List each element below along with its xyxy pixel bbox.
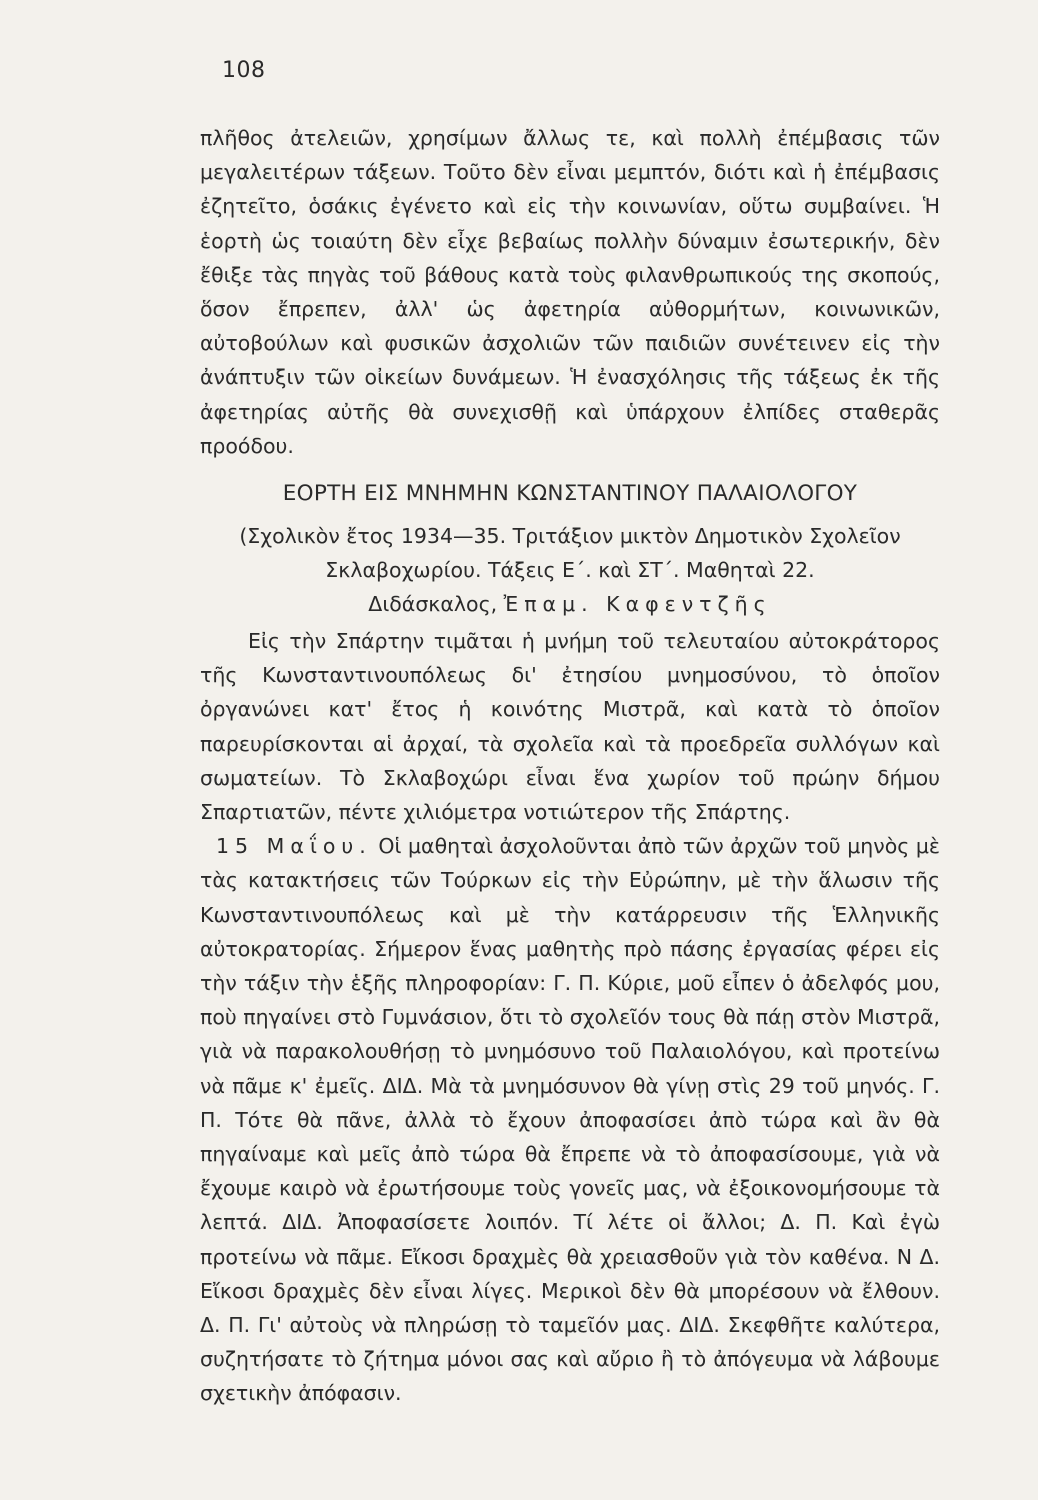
teacher-label: Διδάσκαλος, — [368, 592, 504, 616]
main-paragraph — [200, 624, 940, 1411]
teacher-name: Ἐπαμ. Καφεντζῆς — [503, 592, 772, 616]
subtitle-line-2: Σκλαβοχωρίου. Τάξεις Ε΄. καὶ ΣΤ΄. Μαθηταὶ 22. — [325, 558, 815, 582]
section-subtitle — [200, 519, 940, 621]
main-paragraph-rest: Οἱ μαθηταὶ ἀσχολοῦνται ἀπὸ τῶν ἀρχῶν τοῦ μηνὸς μὲ τὰς κατακτήσεις τῶν Τούρκων εἰς τὴν Εὐρώπην, μὲ τὴν ἅλωσιν τῆς Κωνσταντινουπόλεως καὶ μὲ τὴν κατάρρευσιν τῆς Ἑλληνικῆς αὐτοκρατορίας. Σήμερον ἕνας μαθητὴς πρὸ πάσης ἐργασίας φέρει εἰς τὴν τάξιν τὴν ἑξῆς πληροφορίαν: Γ. Π. Κύριε, μοῦ εἶπεν ὁ ἀδελφός μου, ποὺ πηγαίνει στὸ Γυμνάσιον, ὅτι τὸ σχολεῖόν τους θὰ πάῃ στὸν Μιστρᾶ, γιὰ νὰ παρακολουθήσῃ τὸ μνημόσυνο τοῦ Παλαιολόγου, καὶ προτείνω νὰ πᾶμε κ' ἐμεῖς. ΔΙΔ. Μὰ τὰ μνημόσυνον θὰ γίνῃ στὶς 29 τοῦ μηνός. Γ. Π. Τότε θὰ πᾶνε, ἀλλὰ τὸ ἔχουν ἀποφασίσει ἀπὸ τώρα καὶ ἂν θὰ πηγαίναμε καὶ μεῖς ἀπὸ τώρα θὰ ἔπρεπε νὰ τὸ ἀποφασίσουμε, γιὰ νὰ ἔχουμε καιρὸ νὰ ἐρωτήσουμε τοὺς γονεῖς μας, νὰ ἐξοικονομήσουμε τὰ λεπτά. ΔΙΔ. Ἀποφασίσετε λοιπόν. Τί λέτε οἱ ἄλλοι; Δ. Π. Καὶ ἐγὼ προτείνω νὰ πᾶμε. Εἴκοσι δραχμὲς θὰ χρειασθοῦν γιὰ τὸν καθένα. Ν Δ. Εἴκοσι δραχμὲς δὲν εἶναι λίγες. Μερικοὶ δὲν θὰ μπορέσουν νὰ ἔλθουν. Δ. Π. Γι' αὐτοὺς νὰ πληρώσῃ τὸ ταμεῖόν μας. ΔΙΔ. Σκεφθῆτε καλύτερα, συζητήσατε τὸ ζήτημα μόνοι σας καὶ αὔριο ἢ τὸ ἀπόγευμα νὰ λάβουμε σχετικὴν ἀπόφασιν. — [200, 834, 940, 1406]
intro-paragraph: πλῆθος ἀτελειῶν, χρησίμων ἄλλως τε, καὶ πολλὴ ἐπέμβασις τῶν μεγαλειτέρων τάξεων. Τοῦτο δὲν εἶναι μεμπτόν, διότι καὶ ἡ ἐπέμβασις ἐζητεῖτο, ὁσάκις ἐγένετο καὶ εἰς τὴν κοινωνίαν, οὕτω συμβαίνει. Ἡ ἑορτὴ ὡς τοιαύτη δὲν εἶχε βεβαίως πολλὴν δύναμιν ἐσωτερικήν, δὲν ἔθιξε τὰς πηγὰς τοῦ βάθους κατὰ τοὺς φιλανθρωπικούς της σκοπούς, ὅσον ἔπρεπεν, ἀλλ' ὡς ἀφετηρία αὐθορμήτων, κοινωνικῶν, αὐτοβούλων καὶ φυσικῶν ἀσχολιῶν τῶν παιδιῶν συνέτεινεν εἰς τὴν ἀνάπτυξιν τῶν οἰκείων δυνάμεων. Ἡ ἐνασχόλησις τῆς τάξεως ἐκ τῆς ἀφετηρίας αὐτῆς θὰ συνεχισθῇ καὶ ὑπάρχουν ἐλπίδες σταθερᾶς προόδου. — [200, 126, 940, 458]
subtitle-line-1: (Σχολικὸν ἔτος 1934—35. Τριτάξιον μικτὸν Δημοτικὸν Σχολεῖον — [239, 524, 901, 548]
main-paragraph-opening: Εἰς τὴν Σπάρτην τιμᾶται ἡ μνήμη τοῦ τελευταίου αὐτοκράτορος τῆς Κωνσταντινουπόλεως δι' ἐτησίου μνημοσύνου, τὸ ὁποῖον ὀργανώνει κατ' ἔτος ἡ κοινότης Μιστρᾶ, καὶ κατὰ τὸ ὁποῖον παρευρίσκονται αἱ ἀρχαί, τὰ σχολεῖα καὶ τὰ προεδρεῖα συλλόγων καὶ σωματείων. Τὸ Σκλαβοχώρι εἶναι ἕνα χωρίον τοῦ πρώην δήμου Σπαρτιατῶν, πέντε χιλιόμετρα νοτιώτερον τῆς Σπάρτης. — [200, 629, 940, 825]
page-number: 108 — [222, 58, 266, 83]
date-heading: 15 Μαΐου. — [216, 834, 372, 859]
subtitle-line-3 — [200, 587, 940, 621]
section-title: ΕΟΡΤΗ ΕΙΣ ΜΝΗΜΗΝ ΚΩΝΣΤΑΝΤΙΝΟΥ ΠΑΛΑΙΟΛΟΓΟΥ — [282, 481, 858, 506]
